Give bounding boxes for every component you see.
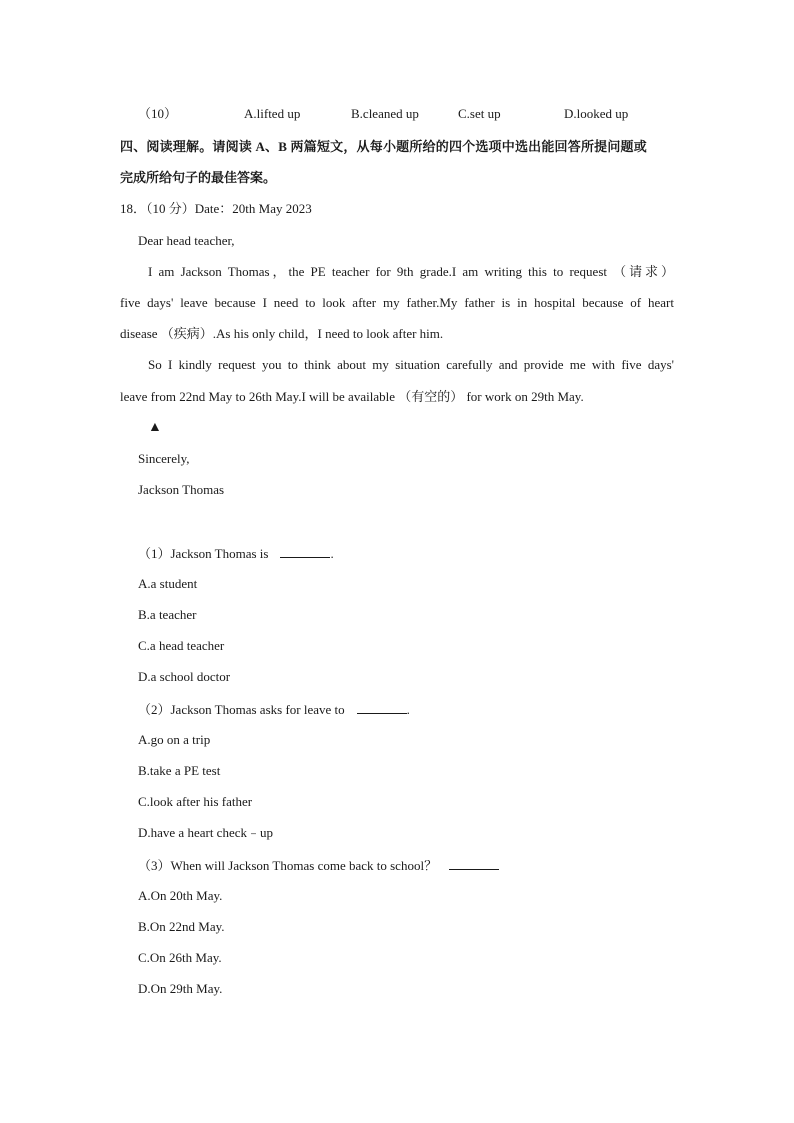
option-b: B.cleaned up bbox=[351, 106, 419, 121]
question-2-stem: （2）Jackson Thomas asks for leave to bbox=[138, 702, 345, 717]
q18-header: 18．（10 分）Date：20th May 2023 bbox=[120, 201, 312, 216]
section-heading-line2: 完成所给句子的最佳答案。 bbox=[120, 170, 277, 185]
question-1-option-b: B.a teacher bbox=[138, 607, 197, 622]
option-c: C.set up bbox=[458, 106, 501, 121]
answer-blank bbox=[449, 857, 499, 870]
question-2-option-b: B.take a PE test bbox=[138, 763, 221, 778]
question-1-option-a: A.a student bbox=[138, 576, 198, 591]
letter-para1-line1 bbox=[148, 264, 674, 280]
blank-period: . bbox=[330, 546, 334, 561]
answer-blank bbox=[357, 701, 407, 714]
letter-para1-line2 bbox=[120, 295, 674, 311]
question-1-option-c: C.a head teacher bbox=[138, 638, 225, 653]
question-2-stem-row bbox=[138, 701, 410, 718]
question-1-stem: （1）Jackson Thomas is bbox=[138, 546, 269, 561]
option-a: A.lifted up bbox=[244, 106, 301, 121]
para1-line1-text: I am Jackson Thomas，the PE teacher for 9th grade.I am writing this to request （请求） bbox=[148, 264, 674, 279]
para1-line2-text: five days' leave because I need to look after my father.My father is in hospital because of heart bbox=[120, 295, 674, 310]
question-3-option-c: C.On 26th May. bbox=[138, 950, 222, 965]
letter-greeting: Dear head teacher, bbox=[138, 233, 235, 248]
answer-blank bbox=[280, 545, 330, 558]
question-3-stem: （3）When will Jackson Thomas come back to school？ bbox=[138, 858, 438, 873]
option-d: D.looked up bbox=[564, 106, 629, 121]
question-number: （10） bbox=[138, 106, 178, 121]
letter-signature: Jackson Thomas bbox=[138, 482, 225, 497]
question-3-option-a: A.On 20th May. bbox=[138, 888, 223, 903]
blank-period: . bbox=[406, 702, 410, 717]
triangle-icon: ▲ bbox=[148, 420, 162, 435]
question-3-option-d: D.On 29th May. bbox=[138, 981, 223, 996]
letter-para1-line3: disease （疾病）.As his only child，I need to look after him. bbox=[120, 326, 444, 341]
para2-line1-text: So I kindly request you to think about my situation carefully and provide me with five days' bbox=[148, 357, 674, 372]
letter-para2-line2: leave from 22nd May to 26th May.I will be available （有空的） for work on 29th May. bbox=[120, 389, 584, 404]
question-2-option-d: D.have a heart check﹣up bbox=[138, 825, 273, 840]
question-3-stem-row bbox=[138, 857, 499, 874]
question-2-option-a: A.go on a trip bbox=[138, 732, 211, 747]
question-1-stem-row bbox=[138, 545, 334, 562]
question-1-option-d: D.a school doctor bbox=[138, 669, 231, 684]
question-2-option-c: C.look after his father bbox=[138, 794, 253, 809]
letter-para2-line1 bbox=[148, 357, 674, 373]
letter-closing: Sincerely, bbox=[138, 451, 190, 466]
question-3-option-b: B.On 22nd May. bbox=[138, 919, 225, 934]
section-heading-line1: 四、阅读理解。请阅读 A、B 两篇短文，从每小题所给的四个选项中选出能回答所提问题或 bbox=[120, 139, 647, 154]
